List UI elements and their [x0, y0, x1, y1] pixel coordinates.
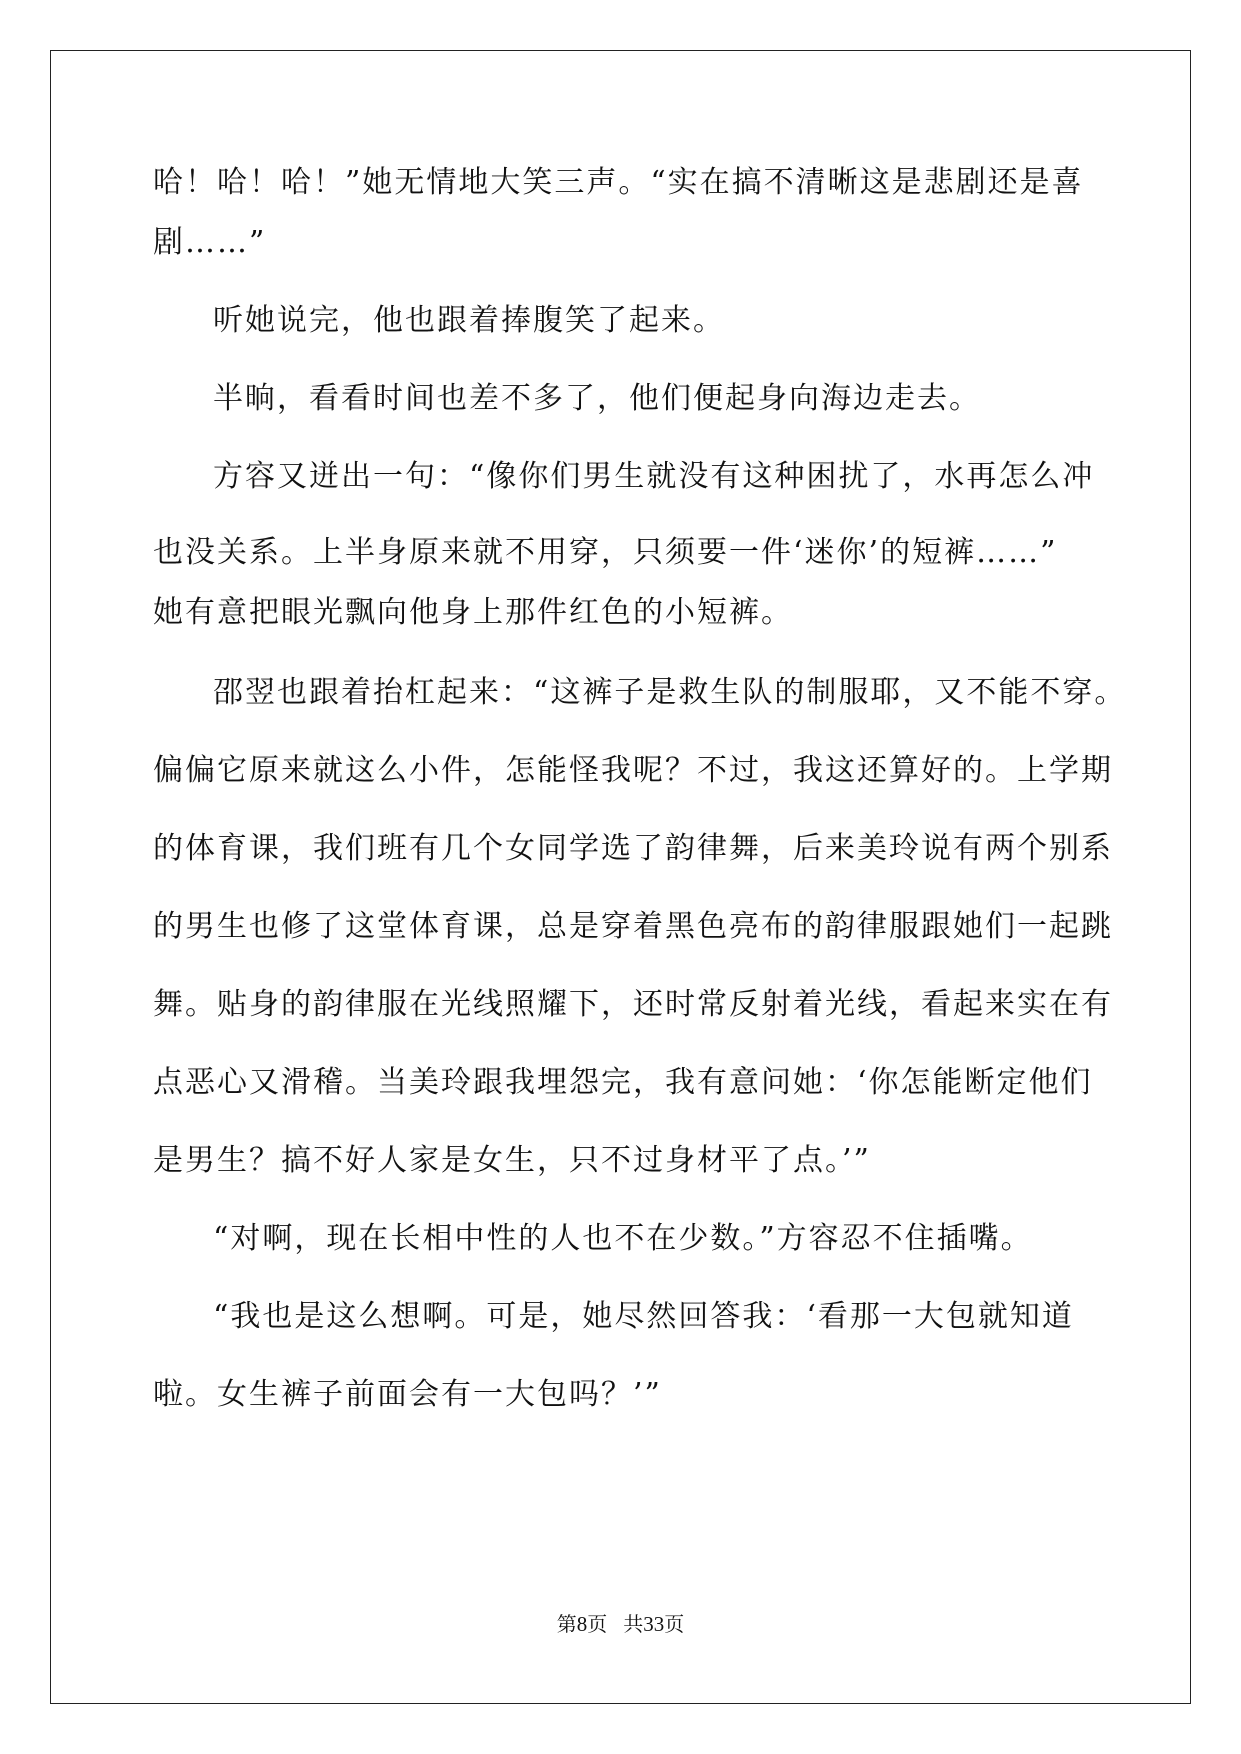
- page-footer: [0, 1608, 1241, 1637]
- text-line: 剧……”: [153, 225, 267, 260]
- text-line: 舞。贴身的韵律服在光线照耀下，还时常反射着光线，看起来实在有: [153, 987, 1113, 1022]
- text-line: 哈！哈！哈！”她无情地大笑三声。“实在搞不清晰这是悲剧还是喜: [153, 165, 1084, 200]
- text-line: 的体育课，我们班有几个女同学选了韵律舞，后来美玲说有两个别系: [153, 831, 1113, 866]
- text-line: 半晌，看看时间也差不多了，他们便起身向海边走去。: [213, 381, 981, 416]
- page-label-suffix: 页: [587, 1612, 608, 1636]
- text-line: 点恶心又滑稽。当美玲跟我埋怨完，我有意问她：‘你怎能断定他们: [153, 1065, 1093, 1100]
- text-line: 也没关系。上半身原来就不用穿，只须要一件‘迷你’的短裤……”: [153, 535, 1058, 570]
- page-label-prefix: 第: [556, 1612, 577, 1636]
- text-line: “对啊，现在长相中性的人也不在少数。”方容忍不住插嘴。: [213, 1221, 1033, 1256]
- text-line: 邵翌也跟着抬杠起来：“这裤子是救生队的制服耶，又不能不穿。: [213, 675, 1127, 710]
- text-line: 听她说完，他也跟着捧腹笑了起来。: [213, 303, 725, 338]
- total-label-suffix: 页: [664, 1612, 685, 1636]
- text-line: “我也是这么想啊。可是，她尽然回答我：‘看那一大包就知道: [213, 1299, 1074, 1334]
- total-page-number: 33: [643, 1612, 665, 1636]
- current-page-number: 8: [576, 1612, 588, 1636]
- text-line: 的男生也修了这堂体育课，总是穿着黑色亮布的韵律服跟她们一起跳: [153, 909, 1113, 944]
- text-line: 方容又迸出一句：“像你们男生就没有这种困扰了，水再怎么冲: [213, 459, 1095, 494]
- text-line: 啦。女生裤子前面会有一大包吗？’”: [153, 1377, 662, 1412]
- total-label-prefix: 共: [623, 1612, 644, 1636]
- text-line: 她有意把眼光飘向他身上那件红色的小短裤。: [153, 595, 793, 630]
- text-line: 偏偏它原来就这么小件，怎能怪我呢？不过，我这还算好的。上学期: [153, 753, 1113, 788]
- text-line: 是男生？搞不好人家是女生，只不过身材平了点。’”: [153, 1143, 871, 1178]
